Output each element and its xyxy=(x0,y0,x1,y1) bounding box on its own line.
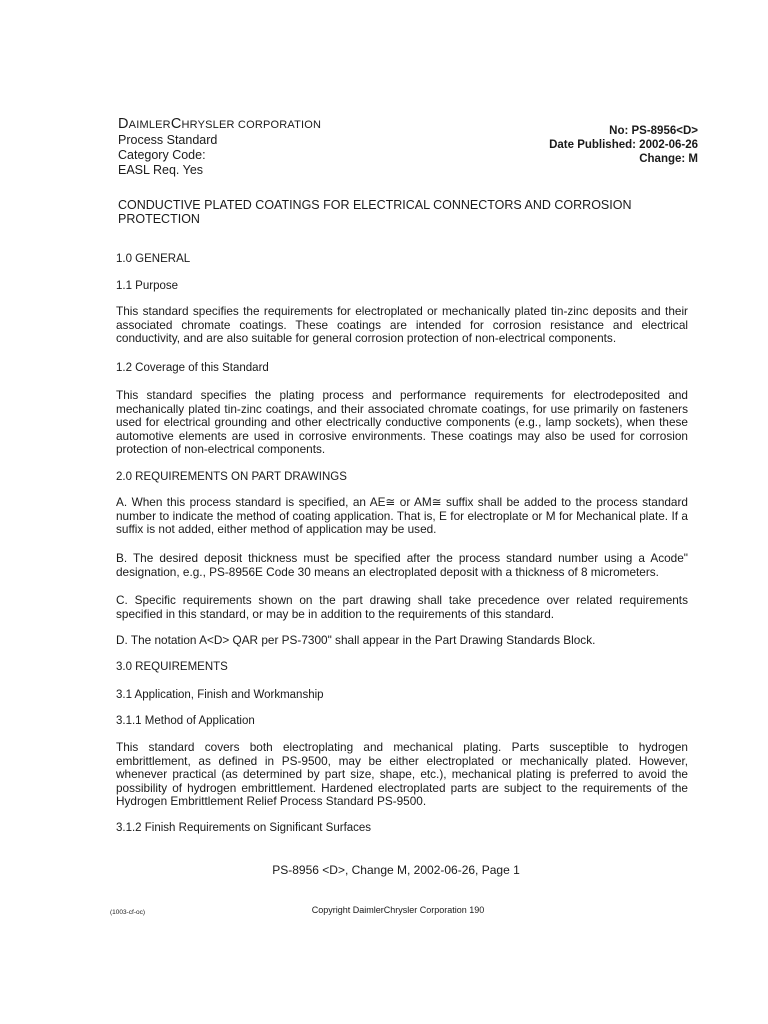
section-heading-1-2: 1.2 Coverage of this Standard xyxy=(116,362,269,374)
document-title: CONDUCTIVE PLATED COATINGS FOR ELECTRICAL CONNECTORS AND CORROSION PROTECTION xyxy=(118,198,632,226)
paragraph-purpose: This standard specifies the requirements for electroplated or mechanically plated tin-zinc deposits and their associated chromate coatings. These coatings are intended for corrosion resistance and electrical conductivity, and are also suitable for general corrosion protection of non-electrical components. xyxy=(116,304,688,345)
paragraph-requirement-d: D. The notation A<D> QAR per PS-7300" shall appear in the Part Drawing Standards Block. xyxy=(116,633,596,647)
paragraph-requirement-c: C. Specific requirements shown on the part drawing shall take precedence over related requirements specified in this standard, or may be in addition to the requirements of this standard. xyxy=(116,593,688,621)
process-standard-label: Process Standard xyxy=(118,133,218,147)
paragraph-requirement-b: B. The desired deposit thickness must be specified after the process standard number using a Acode" designation, e.g., PS-8956E Code 30 means an electroplated deposit with a thickness of 8 micrometers. xyxy=(116,551,688,579)
date-published: Date Published: 2002-06-26 xyxy=(549,139,698,151)
category-code-label: Category Code: xyxy=(118,148,206,162)
section-heading-3-1-1: 3.1.1 Method of Application xyxy=(116,715,255,727)
easl-req-label: EASL Req. Yes xyxy=(118,163,204,177)
section-heading-3-1: 3.1 Application, Finish and Workmanship xyxy=(116,689,324,701)
paragraph-method-of-application: This standard covers both electroplating and mechanical plating. Parts susceptible to hydrogen embrittlement, as defined in PS-9500, may be either electroplated or mechanically plated. However, whenever practical (as determined by part size, shape, etc.), mechanical plating is preferred to avoid the possibility of hydrogen embrittlement. Hardened electroplated parts are subject to the requirements of the Hydrogen Embrittlement Relief Process Standard PS-9500. xyxy=(116,740,688,808)
section-heading-3-0: 3.0 REQUIREMENTS xyxy=(116,661,228,673)
section-heading-2-0: 2.0 REQUIREMENTS ON PART DRAWINGS xyxy=(116,471,347,483)
section-heading-1-0: 1.0 GENERAL xyxy=(116,253,191,265)
copyright-line: Copyright DaimlerChrysler Corporation 190 xyxy=(311,905,485,915)
paragraph-requirement-a: A. When this process standard is specified, an AE≅ or AM≅ suffix shall be added to the process standard number to indicate the method of coating application. That is, E for electroplate or M for Mechanical plate. If a suffix is not added, either method of application may be used. xyxy=(116,495,688,536)
section-heading-1-1: 1.1 Purpose xyxy=(116,280,179,292)
corporation-name: DAIMLERCHRYSLER CORPORATION xyxy=(118,116,322,132)
paragraph-coverage: This standard specifies the plating process and performance requirements for electrodeposited and mechanically plated tin-zinc coatings, and their associated chromate coatings, for use primarily on fasteners used for electrical grounding and other electrically conductive components (e.g., lamp sockets), when these automotive elements are used in corrosive environments. These coatings may also be used for corrosion protection of non-electrical components. xyxy=(116,388,688,456)
page-footer xyxy=(0,863,768,877)
section-heading-3-1-2: 3.1.2 Finish Requirements on Significant Surfaces xyxy=(116,822,372,834)
copyright-line-wrapper xyxy=(0,905,768,915)
page-number-line: PS-8956 <D>, Change M, 2002-06-26, Page 1 xyxy=(272,863,520,877)
change-level: Change: M xyxy=(639,153,698,165)
standard-number: No: PS-8956<D> xyxy=(609,125,698,137)
document-header-left xyxy=(118,117,438,178)
form-identifier: (1003-cf-oc) xyxy=(110,909,146,916)
document-header-right xyxy=(398,124,698,166)
